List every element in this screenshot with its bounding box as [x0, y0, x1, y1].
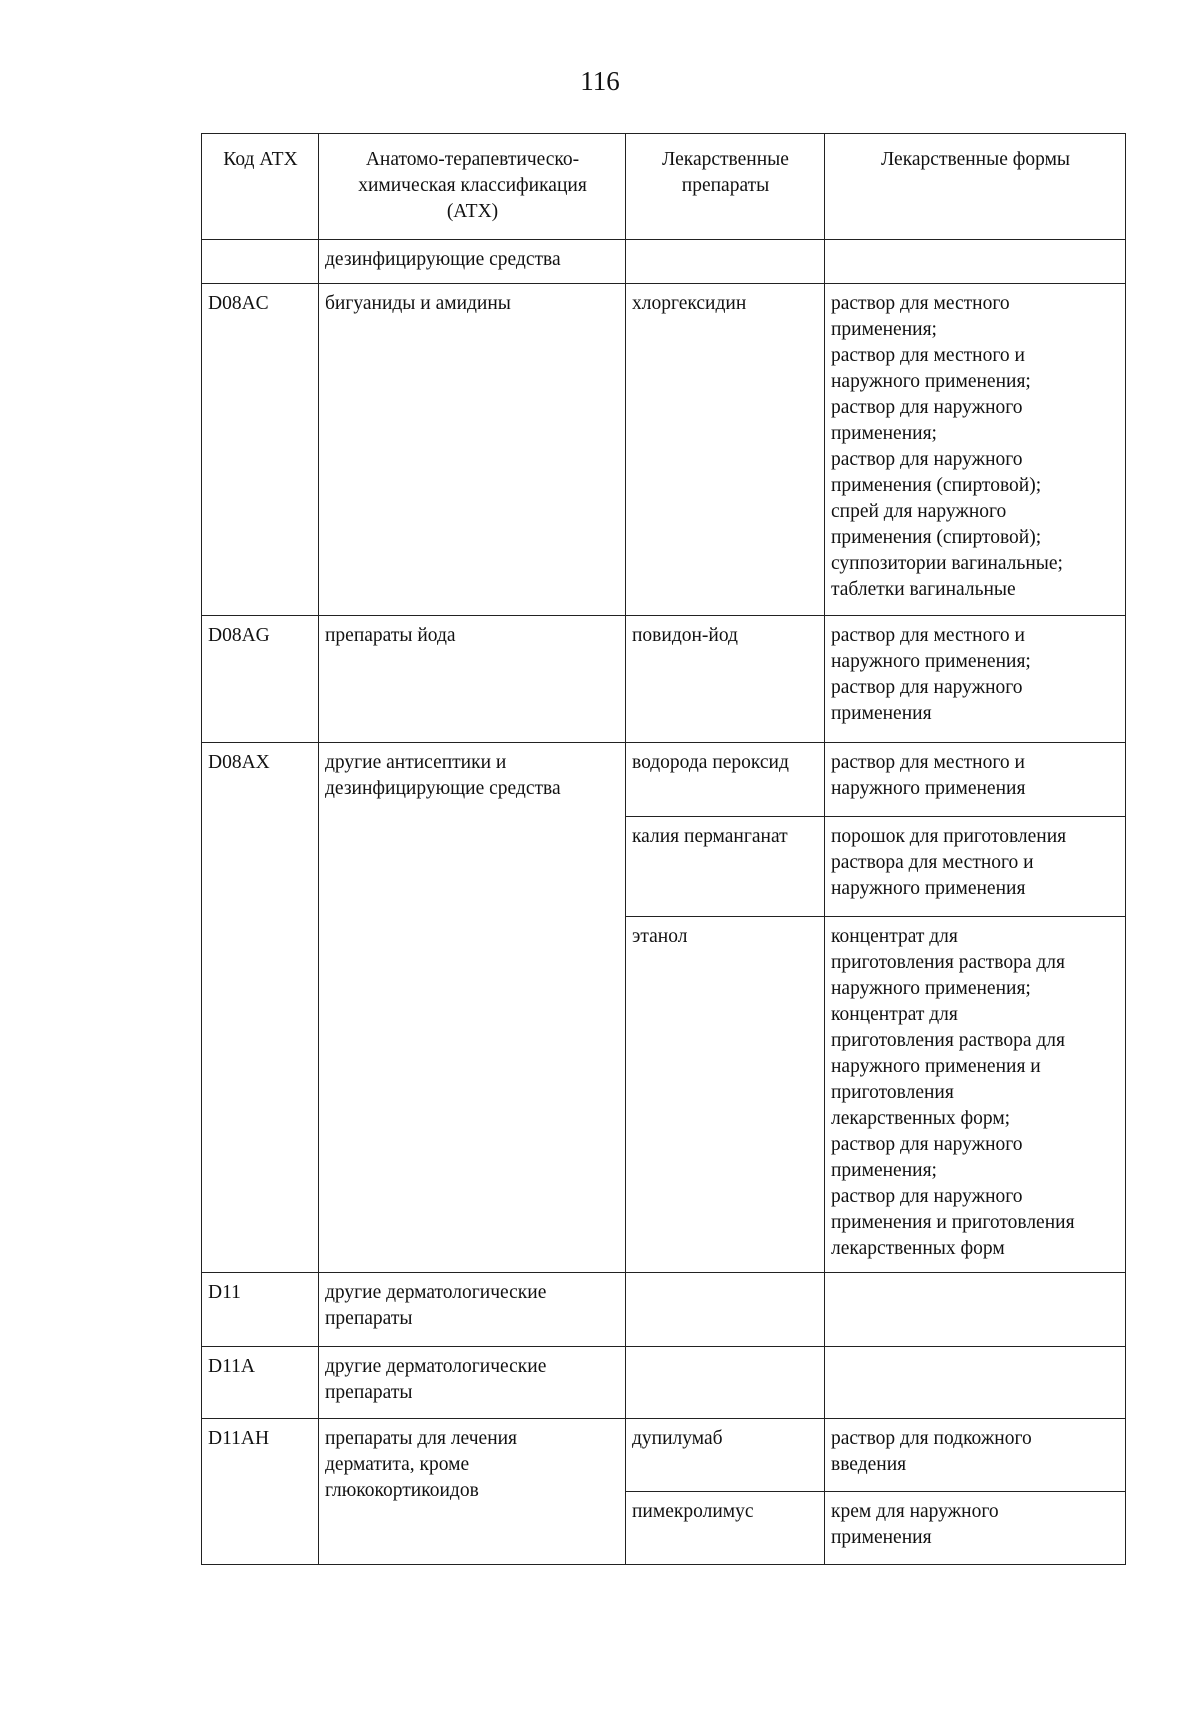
cell-drugs: этанол — [626, 917, 825, 1273]
cell-drugs — [626, 1347, 825, 1419]
header-drugs: Лекарственные препараты — [626, 134, 825, 240]
atx-table — [201, 133, 1126, 1565]
cell-forms: раствор для местного и наружного применения; раствор для наружного применения — [825, 616, 1126, 743]
cell-code: D11 — [202, 1273, 319, 1347]
cell-classification: препараты йода — [319, 616, 626, 743]
cell-forms — [825, 240, 1126, 284]
cell-forms: порошок для приготовления раствора для местного и наружного применения — [825, 817, 1126, 917]
cell-classification: другие антисептики и дезинфицирующие средства — [319, 743, 626, 1273]
cell-code: D08AG — [202, 616, 319, 743]
cell-drugs: повидон-йод — [626, 616, 825, 743]
table-header-row — [202, 134, 1126, 240]
cell-classification: дезинфицирующие средства — [319, 240, 626, 284]
cell-drugs: пимекролимус — [626, 1492, 825, 1565]
table-row — [202, 284, 1126, 616]
cell-code: D11A — [202, 1347, 319, 1419]
cell-code: D11AH — [202, 1419, 319, 1565]
cell-classification: препараты для лечения дерматита, кроме глюкокортикоидов — [319, 1419, 626, 1565]
cell-drugs: калия перманганат — [626, 817, 825, 917]
header-code: Код АТХ — [202, 134, 319, 240]
table-row — [202, 1273, 1126, 1347]
cell-classification: другие дерматологические препараты — [319, 1347, 626, 1419]
cell-code: D08AX — [202, 743, 319, 1273]
page-number: 116 — [580, 66, 620, 96]
header-classification: Анатомо-терапевтическо- химическая классификация (АТХ) — [319, 134, 626, 240]
cell-forms: раствор для местного применения; раствор для местного и наружного применения; раствор для наружного применения; раствор для наружного применения (спиртовой); спрей для наружного применения (спиртовой); суппозитории вагинальные; таблетки вагинальные — [825, 284, 1126, 616]
cell-forms: раствор для местного и наружного применения — [825, 743, 1126, 817]
cell-forms — [825, 1273, 1126, 1347]
cell-drugs: хлоргексидин — [626, 284, 825, 616]
cell-drugs — [626, 1273, 825, 1347]
cell-classification: другие дерматологические препараты — [319, 1273, 626, 1347]
cell-drugs: дупилумаб — [626, 1419, 825, 1492]
cell-drugs: водорода пероксид — [626, 743, 825, 817]
table-row — [202, 1419, 1126, 1492]
cell-forms: концентрат для приготовления раствора для наружного применения; концентрат для приготовления раствора для наружного применения и приготовления лекарственных форм; раствор для наружного применения; раствор для наружного применения и приготовления лекарственных форм — [825, 917, 1126, 1273]
cell-forms — [825, 1347, 1126, 1419]
header-forms: Лекарственные формы — [825, 134, 1126, 240]
cell-code — [202, 240, 319, 284]
cell-forms: раствор для подкожного введения — [825, 1419, 1126, 1492]
table-row — [202, 743, 1126, 817]
table-row — [202, 1347, 1126, 1419]
cell-drugs — [626, 240, 825, 284]
cell-classification: бигуаниды и амидины — [319, 284, 626, 616]
table-row — [202, 616, 1126, 743]
table-row — [202, 240, 1126, 284]
cell-code: D08AC — [202, 284, 319, 616]
cell-forms: крем для наружного применения — [825, 1492, 1126, 1565]
